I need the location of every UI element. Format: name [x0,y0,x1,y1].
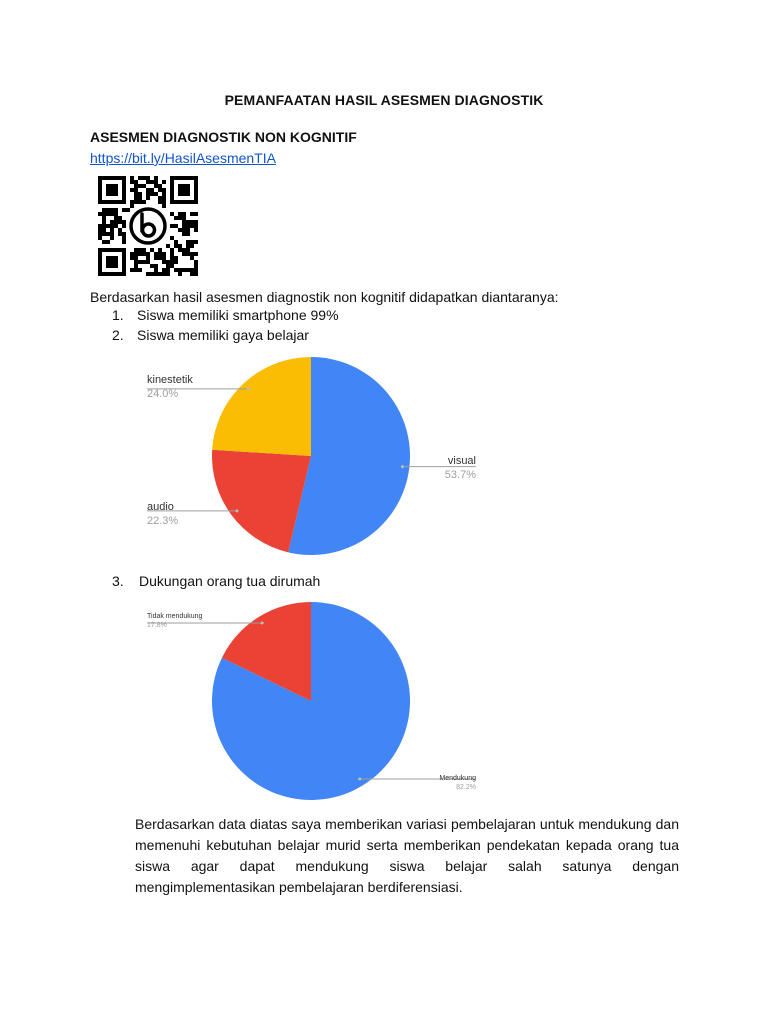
list-number: 1. [112,307,124,323]
list-text: Siswa memiliki smartphone 99% [137,307,339,323]
intro-text: Berdasarkan hasil asesmen diagnostik non kognitif didapatkan diantaranya: [90,289,559,305]
slice-label: audio [147,501,174,513]
slice-leader-dot [401,465,404,468]
section-heading: ASESMEN DIAGNOSTIK NON KOGNITIF [90,129,357,145]
slice-value-label: 17.8% [147,622,167,629]
conclusion-paragraph: Berdasarkan data diatas saya memberikan variasi pembelajaran untuk mendukung dan memenuhi kebutuhan belajar murid serta memberikan pendekatan kepada orang tua siswa agar dapat mendukung siswa belajar salah satunya dengan mengimplementasikan pembelajaran berdiferensiasi. [135,816,679,895]
list-number: 2. [112,327,124,343]
pie-slice-tidak-mendukung [222,602,311,701]
result-link[interactable]: https://bit.ly/HasilAsesmenTIA [90,150,276,166]
pie-slice-kinestetik [212,357,311,456]
slice-leader-dot [261,621,264,624]
slice-label: visual [447,455,476,467]
slice-label: Tidak mendukung [147,613,203,620]
bitly-qr-code-icon [92,170,204,282]
slice-value-label: 82.2% [456,784,476,791]
slice-leader-dot [246,387,249,390]
pie-slice-visual [288,357,410,555]
list-number: 3. [112,573,124,589]
document-title: PEMANFAATAN HASIL ASESMEN DIAGNOSTIK [224,92,544,108]
slice-value-label: 22.3% [147,515,179,527]
pie-slice-audio [212,450,311,553]
slice-label: Mendukung [439,775,476,782]
slice-leader-dot [236,509,239,512]
slice-leader-dot [358,778,361,781]
pie-slice-mendukung [212,602,410,800]
list-text: Dukungan orang tua dirumah [139,573,321,589]
list-text: Siswa memiliki gaya belajar [137,327,309,343]
slice-value-label: 24.0% [147,388,179,400]
slice-value-label: 53.7% [444,469,476,481]
slice-label: kinestetik [147,374,193,386]
